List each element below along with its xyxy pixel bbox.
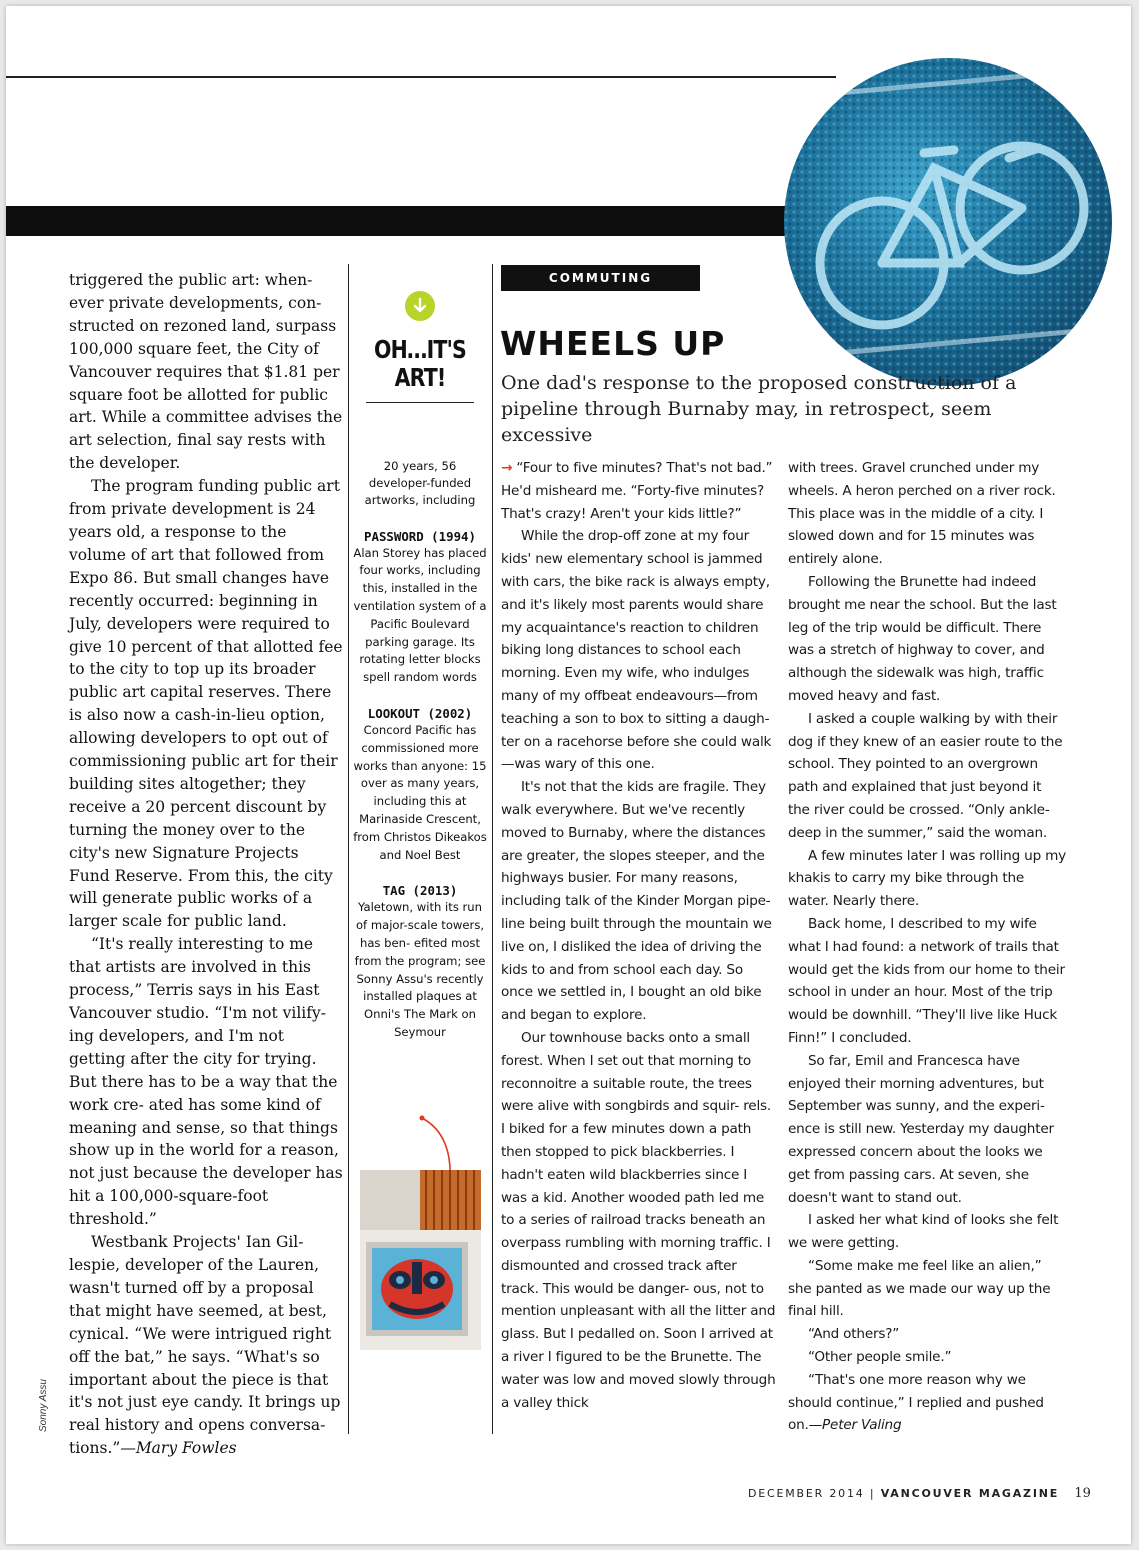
article-headline: WHEELS UP [500,324,726,363]
bike-lane-photo [784,58,1112,386]
sidebar-item-heading: TAG (2013) [382,883,458,899]
left-paragraph-4 [69,1231,344,1460]
sidebar-item-text: Yaletown, with its run of major-scale towers, has ben- efited most from the program; see Sonny Assu's recently installed plaques at Onni's The Mark on Seymour [354,900,486,1039]
sidebar-rule [366,402,474,403]
sidebar-item-text: Concord Pacific has commissioned more works than anyone: 15 over as many years, including this at Marinaside Crescent, from Christos Dikeakos and Noel Best [353,722,487,862]
article-paragraph: “Some make me feel like an alien,” she panted as we made our way up the final hill. [788,1257,1051,1320]
magazine-page [6,6,1131,1544]
article-paragraph: “And others?” [808,1326,900,1343]
article-column-2 [788,457,1066,1437]
article-paragraph: Following the Brunette had indeed brought me near the school. But the last leg of the trip would be difficult. There was a stretch of highway to cover, and although the sidewalk was high, traffic moved heavy and fast. [788,573,1057,704]
article-paragraph [501,457,777,525]
top-rule [6,76,836,78]
article-paragraph: I asked a couple walking by with their dog if they knew of an easier route to the school. They pointed to an overgrown path and explained that just beyond it the river could be crossed. “Only ankle- deep in the summer,” said the woman. [788,710,1063,841]
page-footer [748,1486,1091,1501]
column-divider-2 [492,264,493,1434]
article-paragraph [788,1369,1066,1437]
left-paragraph-4-text: Westbank Projects' Ian Gil- lespie, developer of the Lauren, wasn't turned off by a proposal that might have seemed, at best, cynical. “We were intrigued right off the bat,” he says. “What's so important about the piece is that it's not just eye candy. It brings up real history and opens conversa- tions.” [69,1233,341,1458]
article-paragraph: It's not that the kids are fragile. They walk everywhere. But we've recently moved to Burnaby, where the distances are greater, the slopes steeper, and the highways busier. For many reasons, including talk of the Kinder Morgan pipe- line being built through the mountain we live on, I disliked the idea of driving the kids to and from school each day. So once we settled in, I bought an old bike and began to explore. [501,779,772,1024]
sidebar-oh-its-art [352,286,488,1042]
column-divider-1 [348,264,349,1434]
sidebar-item-heading: PASSWORD (1994) [364,528,476,544]
article-column-1 [501,457,777,1414]
article-paragraph: So far, Emil and Francesca have enjoyed their morning adventures, but September was sunny, and the experi- ence is still new. Yesterday my daughter expressed concern about the looks we get from passing cars. At seven, she doesn't want to stand out. [788,1052,1054,1206]
photo-credit-text: Sonny Assu [38,1379,49,1432]
article-dek: One dad's response to the proposed construction of a pipeline through Burnaby may, in retrospect, seem excessive [501,372,1017,446]
page-number: 19 [1074,1486,1091,1501]
header-bar [6,206,836,236]
sidebar-item-heading: LOOKOUT (2002) [367,705,473,721]
plaque-artwork-image [360,1170,481,1350]
left-column-article [69,269,344,1460]
footer-magazine-name: VANCOUVER MAGAZINE [880,1487,1060,1500]
left-byline: —Mary Fowles [120,1439,237,1458]
red-arrow-icon: → [501,460,513,476]
article-byline: —Peter Valing [808,1417,902,1434]
article-paragraph: Back home, I described to my wife what I had found: a network of trails that would get the kids from our home to their school in under an hour. Most of the trip would be downhill. “They'll live like Huck Finn!” I concluded. [788,915,1065,1046]
article-paragraph: with trees. Gravel crunched under my wheels. A heron perched on a river rock. This place was in the middle of a city. I slowed down and for 15 minutes was entirely alone. [788,460,1056,568]
sidebar-title-line2: ART! [394,363,446,392]
article-paragraph: A few minutes later I was rolling up my khakis to carry my bike through the water. Nearly there. [788,847,1067,910]
left-paragraph-2: The program funding public art from private development is 24 years old, a response to the volume of art that followed from Expo 86. But small changes have recently occurred: beginning in July, developers were required to give 10 percent of that allotted fee to the city to top up its broader public art capital reserves. There is also now a cash-in-lieu option, allowing developers to opt out of commissioning public art for their building sites altogether; they receive a 20 percent discount by turning the money over to the city's new Signature Projects Fund Reserve. From this, the city will generate public works of a larger scale for public land. [69,477,343,931]
footer-separator: | [869,1487,876,1500]
down-arrow-icon [405,291,435,321]
sidebar-title-line1: OH…IT'S [373,335,466,364]
sidebar-title [364,336,476,392]
article-paragraph: While the drop-off zone at my four kids' new elementary school is jammed with cars, the bike rack is always empty, and it's likely most parents would share my acquaintance's reaction to children biking long distances to school each morning. Even my wife, who indulges many of my offbeat endeavours—from teaching a son to box to sitting a daugh- ter on a racehorse before she could walk—was wary of this one. [501,528,772,773]
bicycle-symbol-image [784,58,1112,386]
sidebar-item-text: Alan Storey has placed four works, including this, installed in the ventilation system of a Pacific Boulevard parking garage. Its rotating letter blocks spell random words [353,545,487,685]
sidebar-intro: 20 years, 56 developer-funded artworks, including [364,459,476,508]
article-paragraph: Our townhouse backs onto a small forest. When I set out that morning to reconnoitre a suitable route, the trees were alive with songbirds and squir- rels. I biked for a few minutes down a path then stopped to pick blackberries. I hadn't eaten wild blackberries since I was a kid. Another wooded path led me to a series of railroad tracks beneath an overpass rumbling with morning traffic. I dismounted and crossed track after track. This would be danger- ous, not to mention unpleasant with all the litter and glass. But I pedalled on. Soon I arrived at a river I figured to be the Brunette. The water was low and moved slowly through a valley thick [501,1029,776,1411]
section-kicker: COMMUTING [501,265,700,291]
footer-date: DECEMBER 2014 [748,1487,865,1500]
article-paragraph: I asked her what kind of looks she felt we were getting. [788,1212,1059,1252]
left-paragraph-3: “It's really interesting to me that artists are involved in this process,” Terris says in his East Vancouver studio. “I'm not vilify- ing developers, and I'm not getting after the city for trying. But there has to be a way that the work cre- ated has some kind of meaning and sense, so that things show up in the world for a reason, not just because the developer has hit a 100,000-square-foot threshold.” [69,935,343,1229]
article-paragraph-text: “That's one more reason why we should continue,” I replied and pushed on. [788,1371,1044,1434]
left-paragraph-1: triggered the public art: when- ever private developments, con- structed on rezoned land, surpass 100,000 square feet, the City of Vancouver requires that $1.81 per square foot be allotted for public art. While a committee advises the art selection, final say rests with the developer. [69,271,343,473]
photo-credit [39,1378,53,1438]
article-paragraph: “Other people smile.” [808,1349,952,1366]
article-paragraph-text: “Four to five minutes? That's not bad.” He'd misheard me. “Forty-five minutes? That's crazy! Aren't your kids little?” [501,460,773,522]
plaque-photo [360,1170,481,1350]
